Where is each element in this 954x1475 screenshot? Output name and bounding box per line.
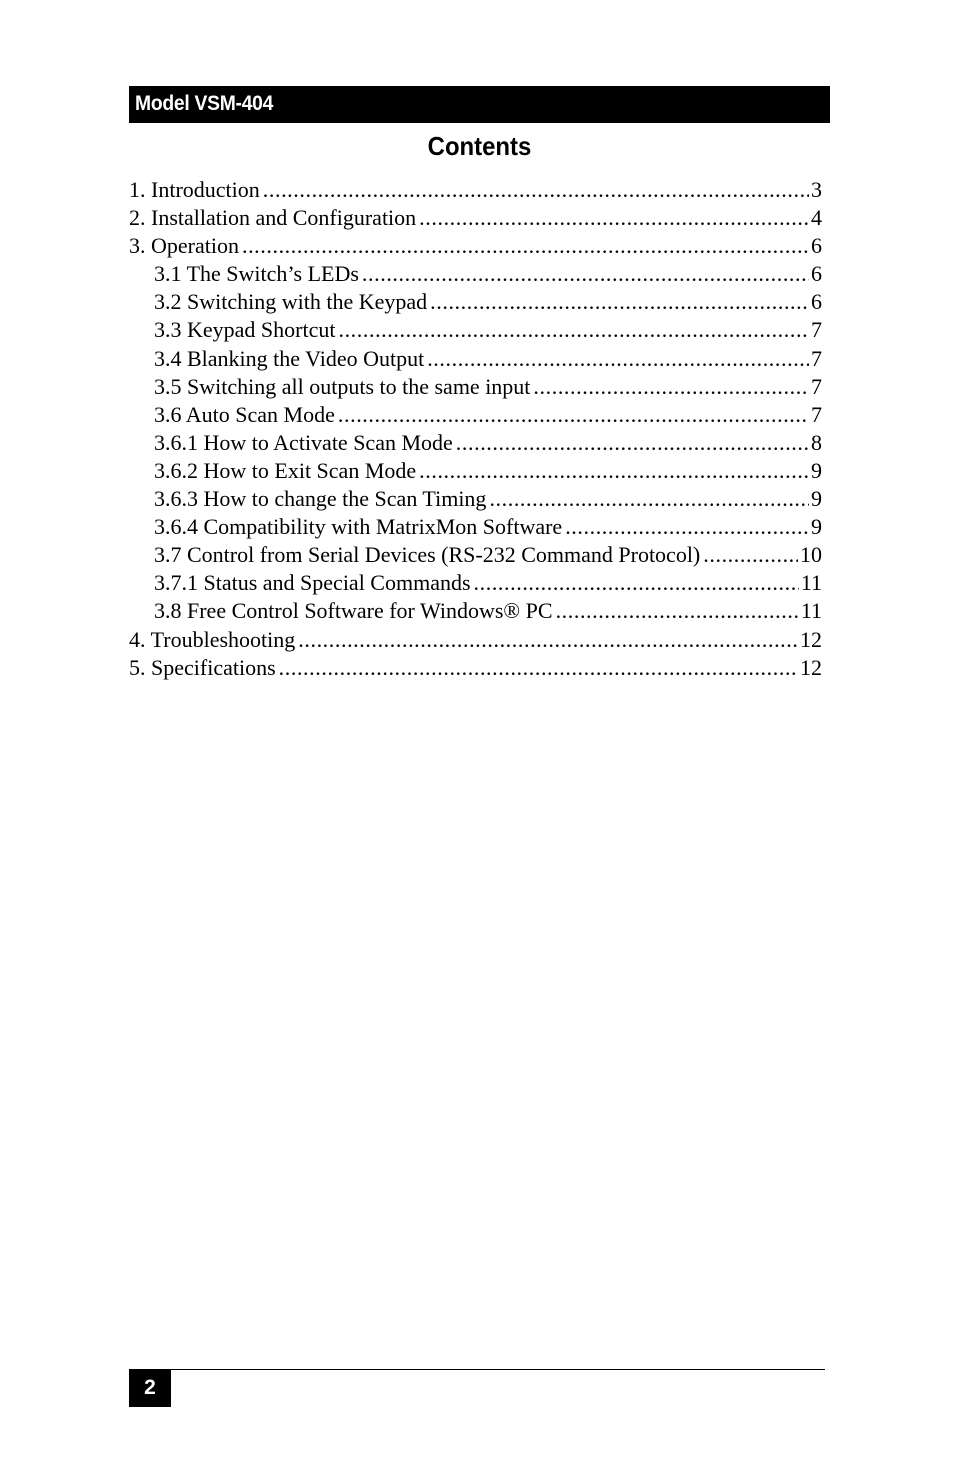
- toc-entry-title: 3.3 Keypad Shortcut: [154, 317, 336, 343]
- toc-dot-leader: [279, 654, 798, 682]
- toc-entry[interactable]: [129, 513, 822, 541]
- toc-entry[interactable]: [129, 204, 822, 232]
- toc-dot-leader: [703, 541, 798, 569]
- toc-entry-title: 3. Operation: [129, 233, 239, 259]
- model-header-bar: [129, 86, 830, 123]
- toc-entry-title: 4. Troubleshooting: [129, 626, 296, 652]
- toc-entry-page: 10: [800, 542, 822, 568]
- toc-entry-page: 12: [800, 626, 822, 652]
- toc-entry-page: 9: [811, 514, 822, 540]
- toc-dot-leader: [419, 457, 809, 485]
- toc-dot-leader: [338, 401, 809, 429]
- toc-entry-title: 3.1 The Switch’s LEDs: [154, 261, 359, 287]
- toc-dot-leader: [338, 316, 809, 344]
- toc-entry[interactable]: [129, 345, 822, 373]
- toc-entry-page: 11: [800, 598, 822, 624]
- toc-entry[interactable]: [129, 541, 822, 569]
- toc-dot-leader: [419, 204, 809, 232]
- toc-entry-page: 4: [811, 205, 822, 231]
- toc-entry[interactable]: [129, 316, 822, 344]
- toc-dot-leader: [427, 345, 809, 373]
- toc-entry-page: 12: [800, 654, 822, 680]
- footer-rule: [129, 1369, 825, 1370]
- toc-entry-page: 8: [811, 429, 822, 455]
- toc-dot-leader: [533, 373, 809, 401]
- model-title: Model VSM-404: [135, 92, 274, 115]
- toc-entry[interactable]: [129, 626, 822, 654]
- toc-dot-leader: [489, 485, 809, 513]
- page-number: 2: [144, 1376, 156, 1399]
- toc-entry-title: 3.8 Free Control Software for Windows® PC: [154, 598, 553, 624]
- toc-entry[interactable]: [129, 485, 822, 513]
- toc-entry-page: 3: [811, 177, 822, 202]
- toc-entry-page: 9: [811, 457, 822, 483]
- toc-entry-title: 3.6.3 How to change the Scan Timing: [154, 486, 487, 512]
- toc-entry-title: 3.7 Control from Serial Devices (RS-232 Command Protocol): [154, 542, 701, 568]
- toc-dot-leader: [556, 597, 799, 625]
- toc-entry-page: 7: [811, 317, 822, 343]
- toc-dot-leader: [565, 513, 809, 541]
- toc-entry[interactable]: [129, 457, 822, 485]
- toc-entry-title: 3.4 Blanking the Video Output: [154, 345, 425, 371]
- toc-dot-leader: [362, 260, 809, 288]
- page-number-box: [129, 1369, 171, 1407]
- toc-entry-page: 6: [811, 233, 822, 259]
- toc-dot-leader: [474, 569, 799, 597]
- toc-entry-title: 2. Installation and Configuration: [129, 205, 417, 231]
- toc-entry-page: 7: [811, 401, 822, 427]
- toc-entry-title: 3.6.2 How to Exit Scan Mode: [154, 457, 417, 483]
- toc-entry-page: 6: [811, 289, 822, 315]
- toc-entry-title: 5. Specifications: [129, 654, 276, 680]
- toc-entry[interactable]: [129, 373, 822, 401]
- toc-entry[interactable]: [129, 288, 822, 316]
- toc-entry-title: 3.2 Switching with the Keypad: [154, 289, 428, 315]
- toc-entry-page: 6: [811, 261, 822, 287]
- toc-entry-title: 3.5 Switching all outputs to the same input: [154, 373, 531, 399]
- toc-entry[interactable]: [129, 654, 822, 682]
- toc-dot-leader: [263, 176, 809, 204]
- toc-entry[interactable]: [129, 429, 822, 457]
- page-title: Contents: [427, 131, 532, 161]
- toc-entry-page: 7: [811, 373, 822, 399]
- toc-entry-title: 3.6.1 How to Activate Scan Mode: [154, 429, 453, 455]
- toc-entry[interactable]: [129, 401, 822, 429]
- table-of-contents: [129, 176, 822, 682]
- toc-entry-page: 7: [811, 345, 822, 371]
- toc-entry[interactable]: [129, 597, 822, 625]
- toc-entry-title: 3.6.4 Compatibility with MatrixMon Software: [154, 514, 563, 540]
- toc-entry-title: 1. Introduction: [129, 177, 260, 202]
- toc-entry[interactable]: [129, 260, 822, 288]
- toc-dot-leader: [298, 626, 798, 654]
- toc-dot-leader: [430, 288, 809, 316]
- toc-entry[interactable]: [129, 569, 822, 597]
- toc-dot-leader: [242, 232, 809, 260]
- toc-entry-page: 9: [811, 486, 822, 512]
- toc-entry[interactable]: [129, 232, 822, 260]
- toc-entry-title: 3.6 Auto Scan Mode: [154, 401, 335, 427]
- toc-entry-title: 3.7.1 Status and Special Commands: [154, 570, 471, 596]
- toc-entry[interactable]: [129, 176, 822, 204]
- toc-entry-page: 11: [800, 570, 822, 596]
- toc-dot-leader: [456, 429, 809, 457]
